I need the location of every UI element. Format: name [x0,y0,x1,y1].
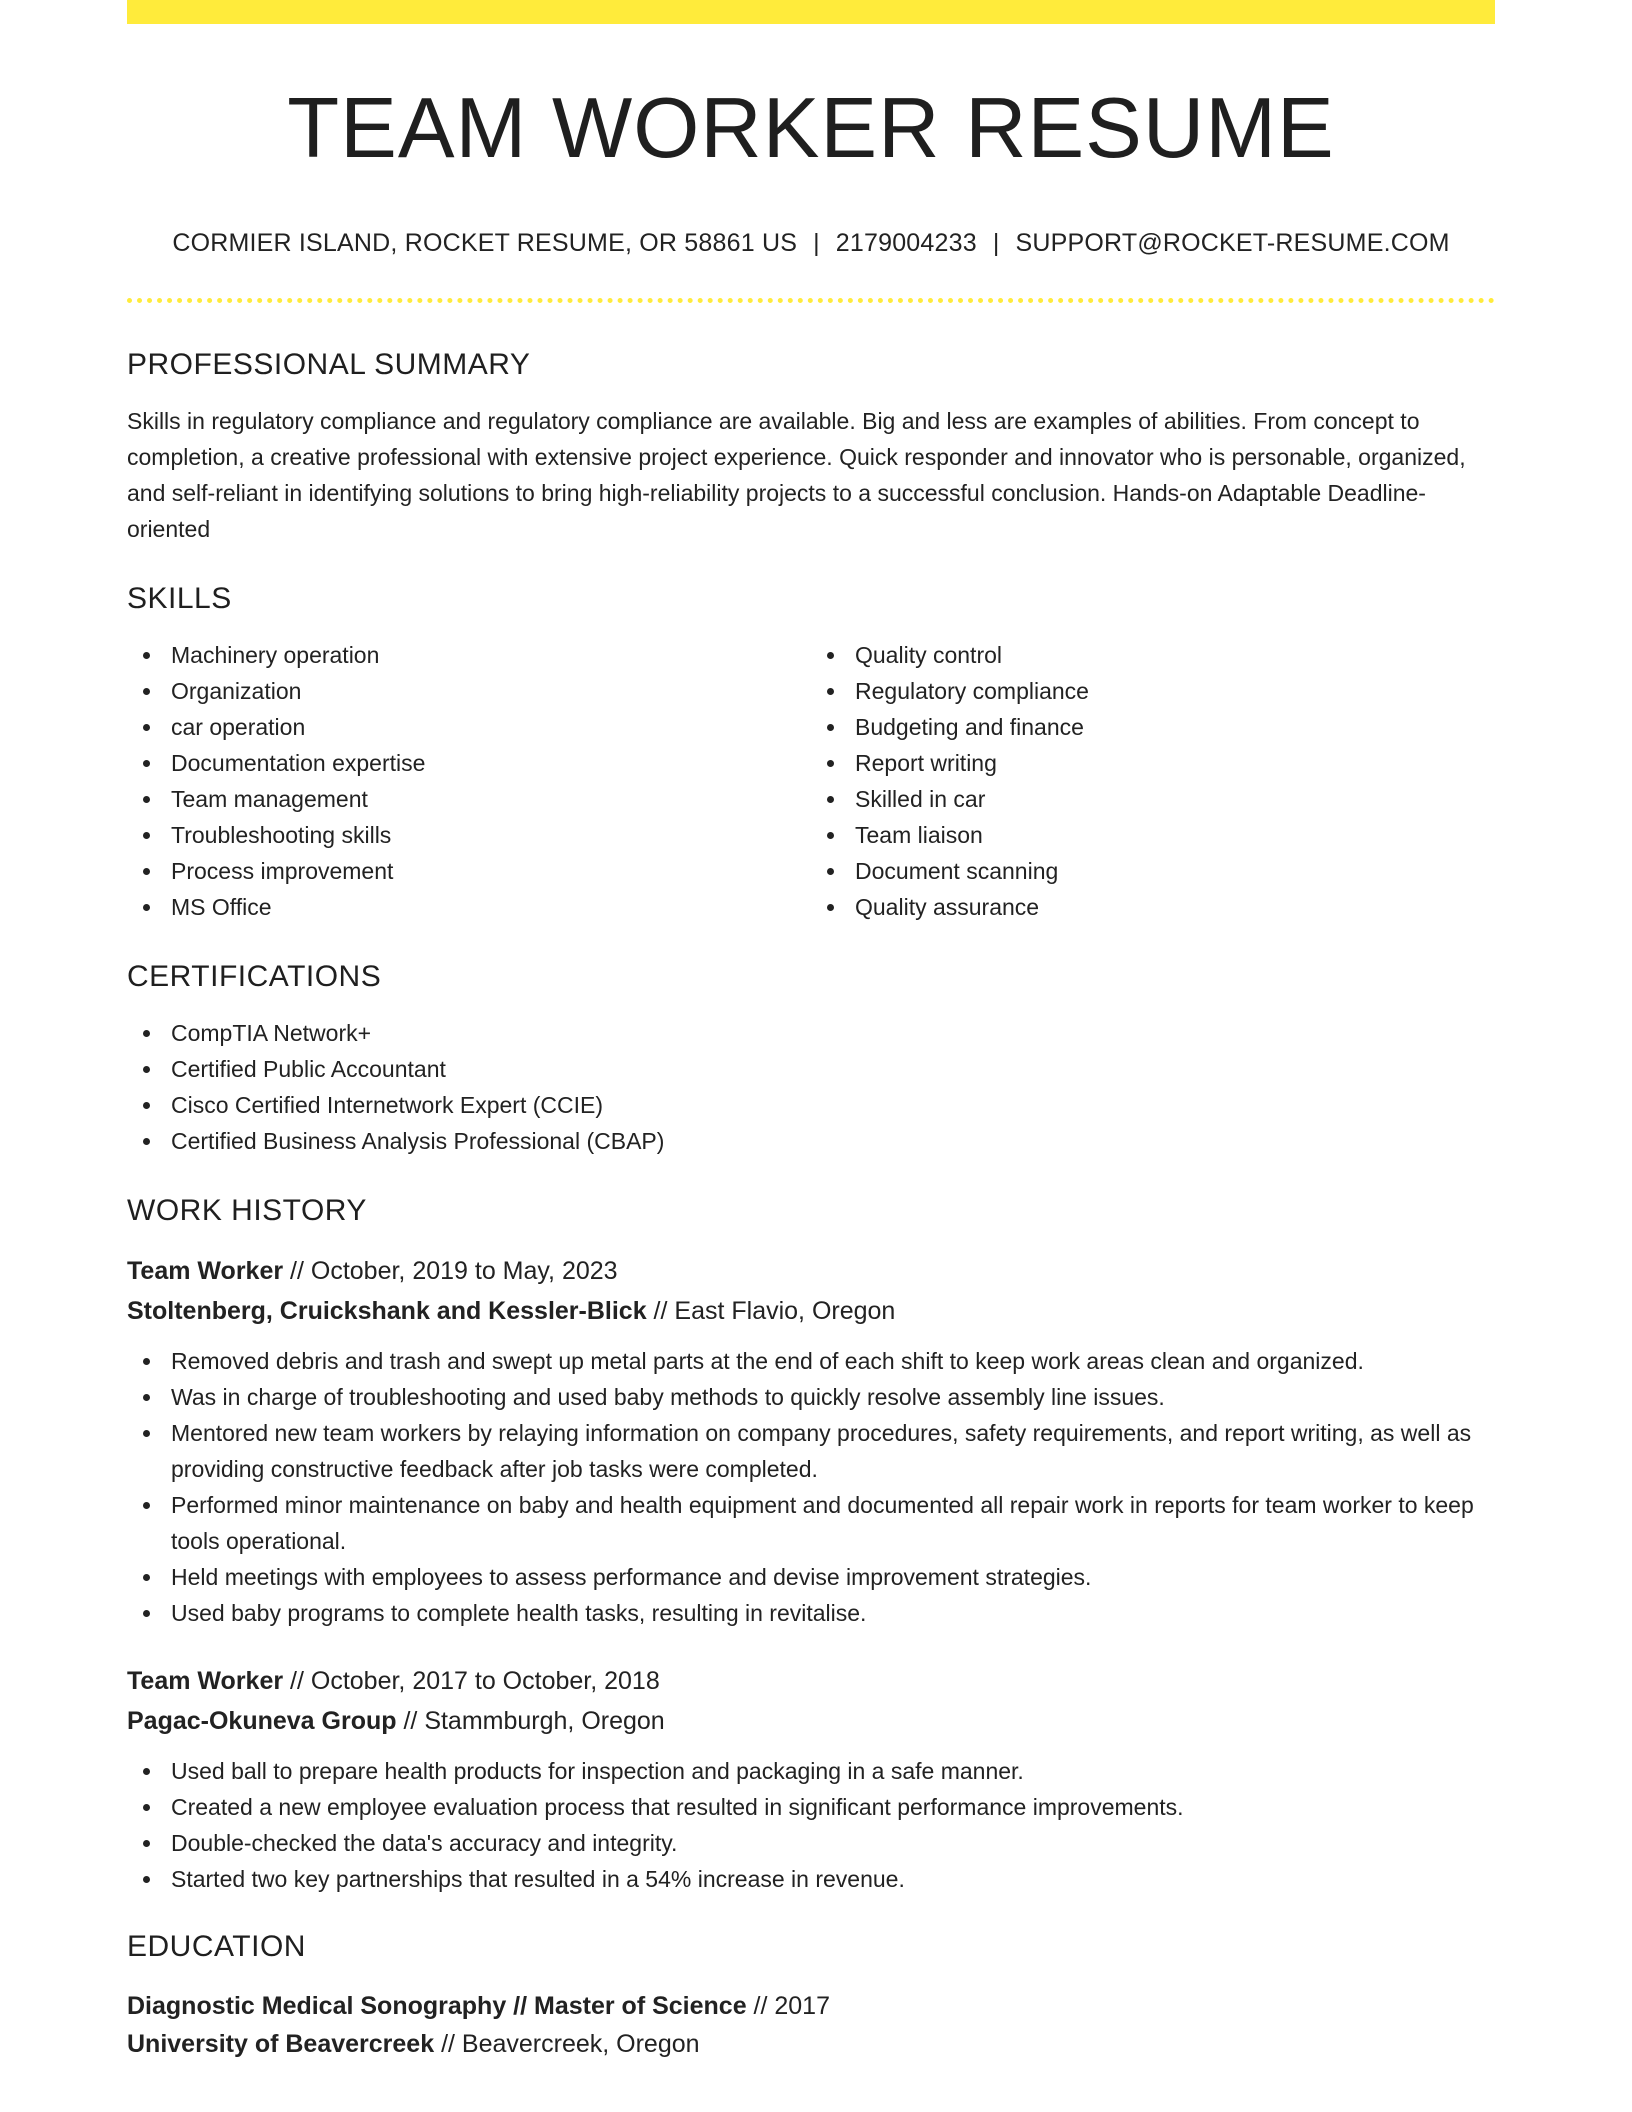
education-school-line [127,2025,1495,2063]
job-bullet: Created a new employee evaluation process that resulted in significant performance improvements. [127,1789,1495,1825]
education-heading: EDUCATION [127,1930,306,1963]
contact-phone: 2179004233 [835,229,977,257]
certification-item: Certified Public Accountant [127,1051,1495,1087]
skill-item: Team management [127,781,811,817]
contact-separator: | [992,229,1000,257]
job-bullet: Held meetings with employees to assess performance and devise improvement strategies. [127,1559,1495,1595]
job-company: Pagac-Okuneva Group [127,1707,397,1735]
job-bullet: Was in charge of troubleshooting and used baby methods to quickly resolve assembly line issues. [127,1379,1495,1415]
skill-item: car operation [127,709,811,745]
header-divider [127,298,1495,303]
education-entry [127,1987,1495,2063]
skill-item: Regulatory compliance [811,673,1495,709]
skill-item: Quality control [811,637,1495,673]
job-company-line [127,1291,1495,1331]
skill-item: Budgeting and finance [811,709,1495,745]
job-bullet: Mentored new team workers by relaying information on company procedures, safety requirements, and report writing, as well as providing constructive feedback after job tasks were completed. [127,1415,1495,1487]
skill-item: Machinery operation [127,637,811,673]
education-year: // 2017 [746,1992,830,2020]
skill-item: MS Office [127,889,811,925]
skills-list-right [811,637,1495,925]
contact-email: SUPPORT@ROCKET-RESUME.COM [1015,229,1450,257]
job-bullet: Removed debris and trash and swept up metal parts at the end of each shift to keep work areas clean and organized. [127,1343,1495,1379]
summary-heading: PROFESSIONAL SUMMARY [127,348,531,381]
job-location: // East Flavio, Oregon [646,1297,896,1325]
job-bullet: Used baby programs to complete health tasks, resulting in revitalise. [127,1595,1495,1631]
skills-heading: SKILLS [127,582,232,615]
skill-item: Documentation expertise [127,745,811,781]
job-title-line [127,1251,1495,1291]
job-entry [127,1661,1495,1897]
contact-line [127,228,1495,258]
resume-page [127,0,1495,2063]
job-bullet: Started two key partnerships that resulted in a 54% increase in revenue. [127,1861,1495,1897]
skill-item: Organization [127,673,811,709]
job-bullets [127,1753,1495,1897]
certification-item: CompTIA Network+ [127,1015,1495,1051]
job-bullet: Used ball to prepare health products for inspection and packaging in a safe manner. [127,1753,1495,1789]
skill-item: Team liaison [811,817,1495,853]
certifications-list [127,1015,1495,1159]
skills-list-left [127,637,811,925]
certifications-heading: CERTIFICATIONS [127,960,382,993]
job-location: // Stammburgh, Oregon [396,1707,665,1735]
education-location: // Beavercreek, Oregon [434,2030,700,2058]
job-dates: // October, 2019 to May, 2023 [283,1257,618,1285]
skill-item: Document scanning [811,853,1495,889]
top-accent-bar [127,0,1495,24]
contact-address: CORMIER ISLAND, ROCKET RESUME, OR 58861 US [172,229,798,257]
job-bullet: Double-checked the data's accuracy and integrity. [127,1825,1495,1861]
skill-item: Process improvement [127,853,811,889]
contact-separator: | [813,229,820,257]
education-degree: Diagnostic Medical Sonography // Master of Science [127,1992,747,2020]
job-role: Team Worker [127,1667,284,1695]
education-degree-line [127,1987,1495,2025]
certification-item: Cisco Certified Internetwork Expert (CCIE) [127,1087,1495,1123]
job-bullet: Performed minor maintenance on baby and health equipment and documented all repair work in reports for team worker to keep tools operational. [127,1487,1495,1559]
summary-text: Skills in regulatory compliance and regulatory compliance are available. Big and less are examples of abilities. From concept to completion, a creative professional with extensive project experience. Quick responder and innovator who is personable, organized, and self-reliant in identifying solutions to bring high-reliability projects to a successful conclusion. Hands-on Adaptable Deadline-oriented [127,408,1466,542]
job-company-line [127,1701,1495,1741]
certification-item: Certified Business Analysis Professional (CBAP) [127,1123,1495,1159]
skills-grid [127,637,1495,925]
education-school: University of Beavercreek [127,2030,435,2058]
job-title-line [127,1661,1495,1701]
resume-title: TEAM WORKER RESUME [287,81,1335,176]
job-dates: // October, 2017 to October, 2018 [283,1667,660,1695]
skills-column-right [811,637,1495,925]
job-entry [127,1251,1495,1631]
job-role: Team Worker [127,1257,284,1285]
skill-item: Quality assurance [811,889,1495,925]
skills-column-left [127,637,811,925]
skill-item: Report writing [811,745,1495,781]
job-company: Stoltenberg, Cruickshank and Kessler-Blick [127,1297,647,1325]
work-history-heading: WORK HISTORY [127,1194,367,1227]
skill-item: Skilled in car [811,781,1495,817]
job-bullets [127,1343,1495,1631]
skill-item: Troubleshooting skills [127,817,811,853]
